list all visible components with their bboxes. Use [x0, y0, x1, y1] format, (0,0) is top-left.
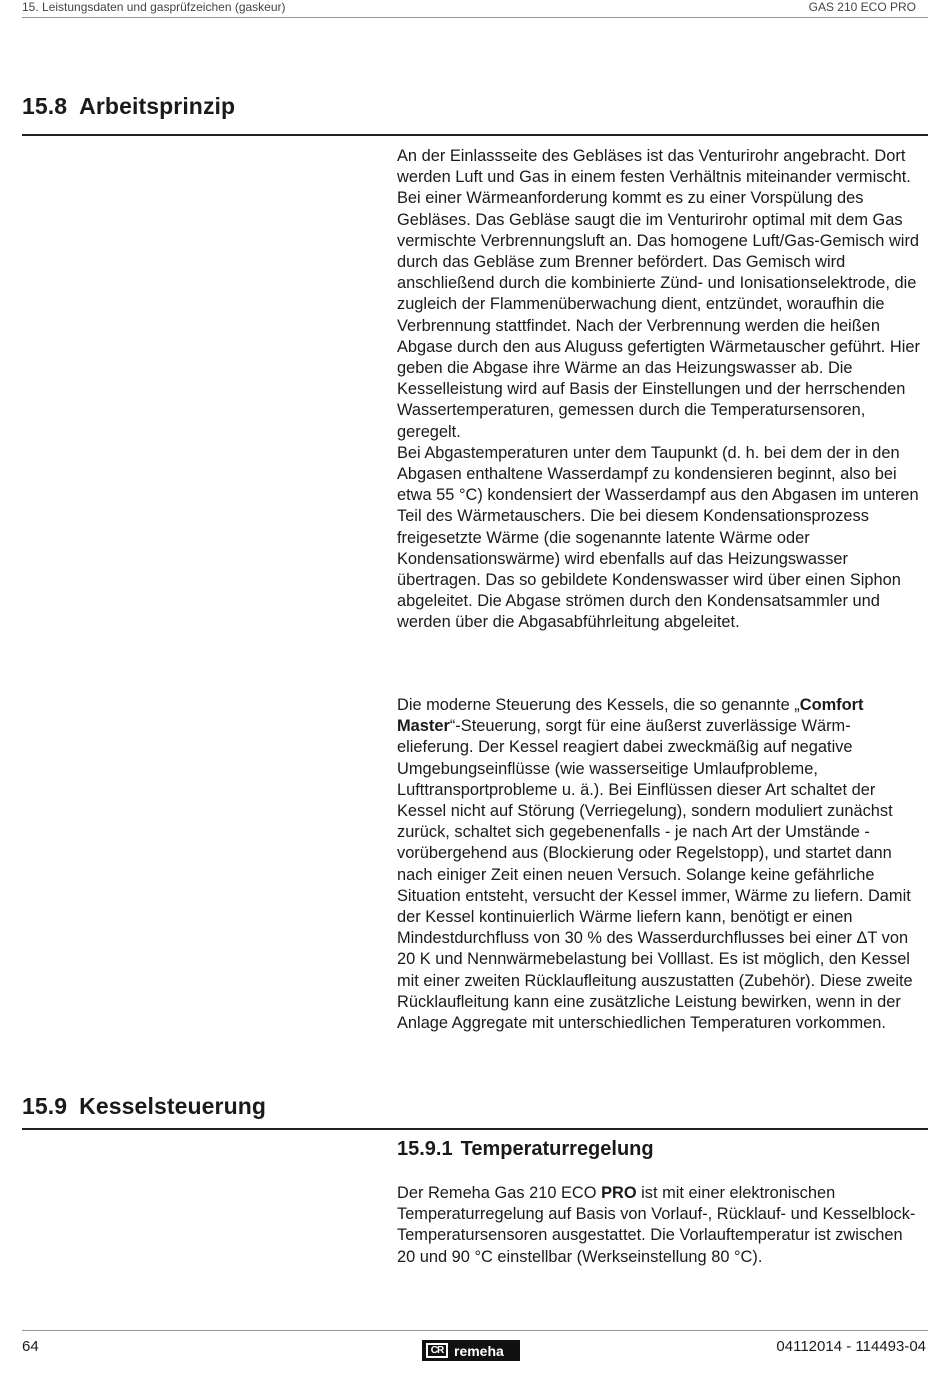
brand-suffix: PRO	[601, 1184, 637, 1202]
logo-mark-icon: CR	[426, 1343, 448, 1358]
section-heading-15-9	[22, 1093, 266, 1120]
logo-wordmark: remeha	[454, 1342, 504, 1359]
header-divider	[22, 17, 928, 18]
paragraph-steuerung	[397, 695, 925, 1034]
page-number: 64	[22, 1338, 39, 1355]
paragraph-text: Die moderne Steuerung des Kessels, die so genannte „	[397, 696, 800, 714]
paragraph-text: “-Steuerung, sorgt für eine äußerst zuverlässige Wärm-elieferung. Der Kessel reagiert dabei zweckmäßig auf negative Umgebungseinflüsse (wie wasserseitige Umlaufprobleme, Lufttransportprobleme u. ä.). Bei Einflüssen dieser Art schaltet der Kessel nicht auf Störung (Verriegelung), sondern moduliert zunächst zurück, schaltet sich gegebenenfalls - je nach Art der Umstände - vorübergehend aus (Blockierung oder Regelstopp), und startet dann nach einiger Zeit einen neuen Versuch. Solange keine gefährliche Situation entsteht, versucht der Kessel immer, Wärme zu liefern. Damit der Kessel kontinuierlich Wärme liefern kann, benötigt er einen Mindestdurchfluss von 30 % des Wasserdurchflusses bei einer ΔT von 20 K und Nennwärmebelastung bei Volllast. Es ist möglich, den Kessel mit einer zweiten Rücklaufleitung auszustatten (Zubehör). Diese zweite Rücklaufleitung kann eine zusätzliche Leistung bewirken, wenn in der Anlage Aggregate mit unterschiedlichen Temperaturen vorkommen.	[397, 717, 913, 1033]
remeha-logo	[422, 1340, 520, 1361]
section-divider-15-8	[22, 134, 928, 136]
section-heading-15-8	[22, 93, 235, 120]
section-number: 15.9	[22, 1093, 68, 1119]
running-header-chapter: 15. Leistungsdaten und gasprüfzeichen (gaskeur)	[22, 0, 286, 14]
running-header-product: GAS 210 ECO PRO	[808, 0, 916, 14]
subsection-heading-15-9-1	[397, 1138, 654, 1161]
paragraph-text: Bei Abgastemperaturen unter dem Taupunkt (d. h. bei dem der in den Abgasen enthaltene Wasserdampf zu kondensieren beginnt, also bei etwa 55 °C) kondensiert der Wasserdampf aus den Abgasen im unteren Teil des Wärmetauschers. Die bei diesem Kondensationsprozess freigesetzte Wärme (die sogenannte latente Wärme oder Kondensationswärme) wird ebenfalls auf das Heizungswasser übertragen. Das so gebildete Kondenswasser wird über einen Siphon abgeleitet. Die Abgase strömen durch den Kondensatsammler und werden über die Abgasabführleitung abgeleitet.	[397, 443, 919, 632]
section-title: Arbeitsprinzip	[79, 93, 236, 119]
paragraph-text: An der Einlassseite des Gebläses ist das Venturirohr angebracht. Dort werden Luft und Gas in einem festen Verhältnis miteinander vermischt. Bei einer Wärmeanforderung kommt es zu einer Vorspülung des Gebläses. Das Gebläse saugt die im Venturirohr optimal mit dem Gas vermischte Verbrennungsluft an. Das homogene Luft/Gas-Gemisch wird durch das Gebläse zum Brenner befördert. Das Gemisch wird anschließend durch die kombinierte Zünd- und Ionisationselektrode, die zugleich der Flammenüberwachung dient, entzündet, woraufhin die Verbrennung stattfindet. Nach der Verbrennung werden die heißen Abgase durch den aus Aluguss gefertigten Wärmetauscher geführt. Hier geben die Abgase ihre Wärme an das Heizungswasser ab. Die Kesselleistung wird auf Basis der Einstellungen und der herrschenden Wassertemperaturen, gemessen durch die Temperatursensoren, geregelt.	[397, 147, 920, 441]
footer-divider	[22, 1330, 928, 1331]
section-title: Kesselsteuerung	[79, 1093, 267, 1119]
brand-name: Comfort Master	[397, 696, 864, 736]
paragraph-text: ist mit einer elektronischen Temperaturregelung auf Basis von Vorlauf-, Rücklauf- und Kesselblock-Temperatursensoren ausgestattet. Die Vorlauftemperatur ist zwischen 20 und 90 °C einstellbar (Werkseinstellung 80 °C).	[397, 1184, 916, 1266]
subsection-title: Temperaturregelung	[460, 1138, 654, 1160]
subsection-number: 15.9.1	[397, 1138, 453, 1160]
section-number: 15.8	[22, 93, 68, 119]
paragraph-text: Der Remeha Gas 210 ECO	[397, 1184, 602, 1202]
document-code: 04112014 - 114493-04	[776, 1338, 926, 1355]
paragraph-temperaturregelung	[397, 1183, 925, 1268]
paragraph-arbeitsprinzip	[397, 146, 925, 634]
section-divider-15-9	[22, 1128, 928, 1130]
